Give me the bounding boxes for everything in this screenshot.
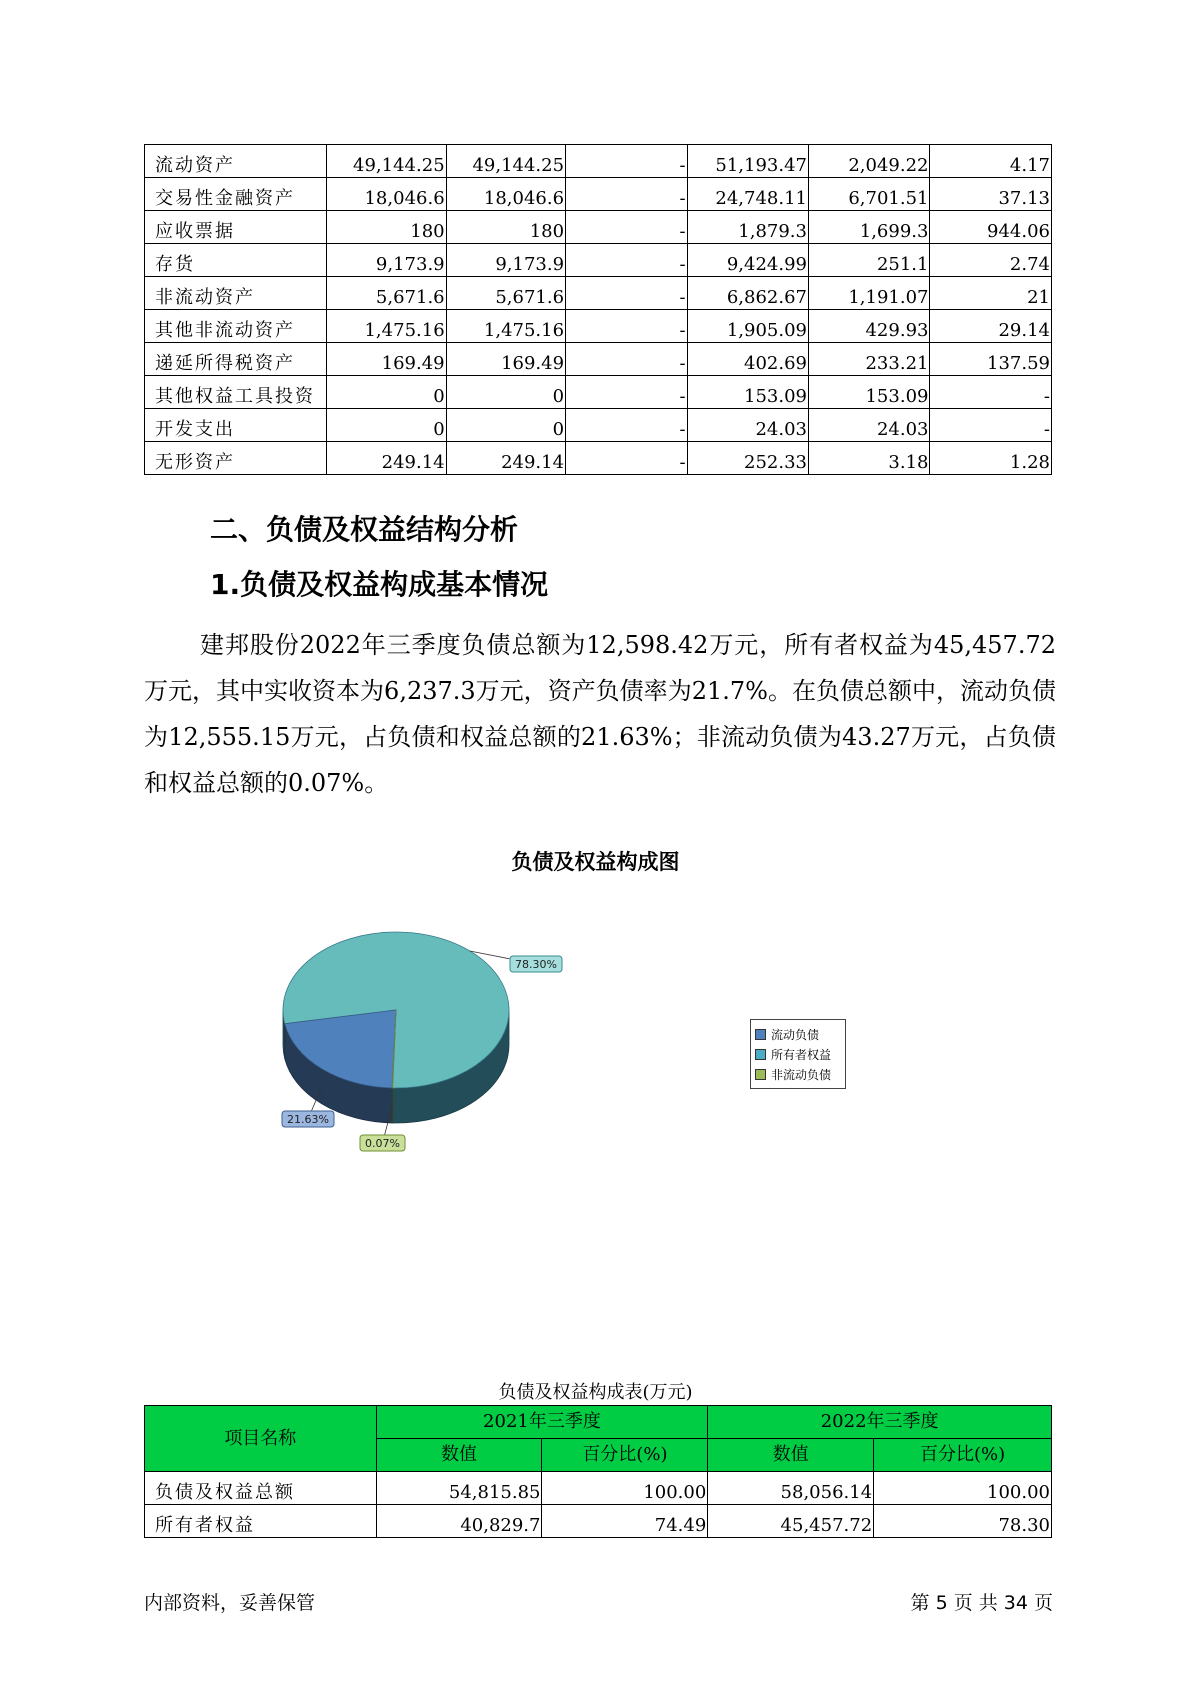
- row-label: 负债及权益总额: [145, 1472, 377, 1505]
- header-percent: 百分比(%): [874, 1439, 1052, 1472]
- data-label: 21.63%: [287, 1113, 329, 1126]
- table-cell: 153.09: [809, 376, 930, 409]
- table-row: [145, 409, 1052, 442]
- table-cell: 1,475.16: [446, 310, 565, 343]
- legend-swatch: [755, 1049, 766, 1060]
- table-row: [145, 211, 1052, 244]
- table-cell: -: [566, 145, 687, 178]
- table-cell: 252.33: [687, 442, 808, 475]
- legend-label: 所有者权益: [771, 1047, 832, 1062]
- table-row: [145, 343, 1052, 376]
- table-cell: 1,475.16: [327, 310, 446, 343]
- page-number: 第 5 页 共 34 页: [910, 1592, 1053, 1614]
- table-caption: 负债及权益构成表(万元): [498, 1382, 693, 1403]
- table-cell: 100.00: [874, 1472, 1052, 1505]
- pie-chart: [250, 910, 590, 1170]
- table-cell: 40,829.7: [376, 1505, 542, 1538]
- section-heading: 二、负债及权益结构分析: [210, 513, 519, 546]
- row-label: 交易性金融资产: [145, 178, 327, 211]
- table-cell: 0: [327, 409, 446, 442]
- row-label: 应收票据: [145, 211, 327, 244]
- table-cell: 1,905.09: [687, 310, 808, 343]
- subsection-heading: 1.负债及权益构成基本情况: [210, 568, 549, 601]
- table-cell: 251.1: [809, 244, 930, 277]
- table-cell: -: [566, 277, 687, 310]
- legend-label: 流动负债: [771, 1027, 820, 1042]
- table-cell: 233.21: [809, 343, 930, 376]
- table-cell: 1.28: [930, 442, 1052, 475]
- table-cell: 29.14: [930, 310, 1052, 343]
- table-cell: 137.59: [930, 343, 1052, 376]
- header-year-2022: 2022年三季度: [708, 1406, 1052, 1439]
- asset-table: [144, 144, 1052, 475]
- table-cell: 49,144.25: [446, 145, 565, 178]
- row-label: 流动资产: [145, 145, 327, 178]
- table-row: [145, 145, 1052, 178]
- table-row: [145, 1472, 1052, 1505]
- table-cell: 6,701.51: [809, 178, 930, 211]
- data-label: 78.30%: [515, 958, 557, 971]
- table-cell: 21: [930, 277, 1052, 310]
- table-cell: 944.06: [930, 211, 1052, 244]
- footer-note: 内部资料，妥善保管: [144, 1592, 316, 1614]
- legend-label: 非流动负债: [771, 1067, 832, 1082]
- table-cell: 0: [327, 376, 446, 409]
- legend-item-equity: [755, 1044, 841, 1064]
- header-value: 数值: [708, 1439, 874, 1472]
- header-year-2021: 2021年三季度: [376, 1406, 708, 1439]
- table-cell: -: [566, 178, 687, 211]
- table-row: [145, 1505, 1052, 1538]
- table-cell: 1,699.3: [809, 211, 930, 244]
- table-cell: 0: [446, 376, 565, 409]
- table-cell: 58,056.14: [708, 1472, 874, 1505]
- table-cell: 180: [446, 211, 565, 244]
- header-value: 数值: [376, 1439, 542, 1472]
- table-cell: 9,424.99: [687, 244, 808, 277]
- table-cell: 249.14: [327, 442, 446, 475]
- table-cell: -: [566, 376, 687, 409]
- table-cell: 24,748.11: [687, 178, 808, 211]
- table-row: [145, 178, 1052, 211]
- table-cell: 9,173.9: [446, 244, 565, 277]
- table-cell: 180: [327, 211, 446, 244]
- table-row: [145, 244, 1052, 277]
- legend-item-noncurrent-liabilities: [755, 1064, 841, 1084]
- table-cell: 24.03: [809, 409, 930, 442]
- row-label: 非流动资产: [145, 277, 327, 310]
- data-label: 0.07%: [365, 1137, 400, 1150]
- header-percent: 百分比(%): [542, 1439, 708, 1472]
- table-cell: 429.93: [809, 310, 930, 343]
- table-cell: 51,193.47: [687, 145, 808, 178]
- table-row: [145, 310, 1052, 343]
- legend-swatch: [755, 1069, 766, 1080]
- table-cell: 2.74: [930, 244, 1052, 277]
- chart-title: 负债及权益构成图: [511, 850, 680, 874]
- row-label: 所有者权益: [145, 1505, 377, 1538]
- table-row: [145, 277, 1052, 310]
- table-cell: 37.13: [930, 178, 1052, 211]
- table-cell: 0: [446, 409, 565, 442]
- table-cell: 153.09: [687, 376, 808, 409]
- table-cell: 45,457.72: [708, 1505, 874, 1538]
- legend-item-current-liabilities: [755, 1024, 841, 1044]
- table-cell: 74.49: [542, 1505, 708, 1538]
- row-label: 递延所得税资产: [145, 343, 327, 376]
- summary-paragraph: 建邦股份2022年三季度负债总额为12,598.42万元，所有者权益为45,457.72万元，其中实收资本为6,237.3万元，资产负债率为21.7%。在负债总额中，流动负债为12,555.15万元，占负债和权益总额的21.63%；非流动负债为43.27万元，占负债和权益总额的0.07%。: [144, 631, 1056, 797]
- chart-legend: [750, 1019, 846, 1089]
- table-cell: -: [566, 310, 687, 343]
- table-cell: 2,049.22: [809, 145, 930, 178]
- table-cell: 6,862.67: [687, 277, 808, 310]
- table-cell: 402.69: [687, 343, 808, 376]
- table-cell: 9,173.9: [327, 244, 446, 277]
- row-label: 存货: [145, 244, 327, 277]
- table-cell: 24.03: [687, 409, 808, 442]
- table-cell: 49,144.25: [327, 145, 446, 178]
- table-cell: 4.17: [930, 145, 1052, 178]
- table-cell: 1,879.3: [687, 211, 808, 244]
- table-cell: 18,046.6: [446, 178, 565, 211]
- table-cell: -: [930, 409, 1052, 442]
- table-cell: 78.30: [874, 1505, 1052, 1538]
- table-cell: 18,046.6: [327, 178, 446, 211]
- row-label: 其他权益工具投资: [145, 376, 327, 409]
- table-cell: 3.18: [809, 442, 930, 475]
- table-cell: -: [930, 376, 1052, 409]
- table-row: [145, 442, 1052, 475]
- row-label: 开发支出: [145, 409, 327, 442]
- table-cell: -: [566, 211, 687, 244]
- table-cell: -: [566, 244, 687, 277]
- header-item: 项目名称: [145, 1406, 377, 1472]
- table-cell: -: [566, 409, 687, 442]
- liability-equity-table: [144, 1405, 1052, 1538]
- table-cell: 169.49: [327, 343, 446, 376]
- table-cell: 54,815.85: [376, 1472, 542, 1505]
- table-cell: 5,671.6: [446, 277, 565, 310]
- table-cell: -: [566, 343, 687, 376]
- table-cell: 1,191.07: [809, 277, 930, 310]
- legend-swatch: [755, 1029, 766, 1040]
- row-label: 其他非流动资产: [145, 310, 327, 343]
- table-cell: 169.49: [446, 343, 565, 376]
- table-cell: 249.14: [446, 442, 565, 475]
- table-cell: -: [566, 442, 687, 475]
- table-cell: 100.00: [542, 1472, 708, 1505]
- table-row: [145, 376, 1052, 409]
- row-label: 无形资产: [145, 442, 327, 475]
- table-cell: 5,671.6: [327, 277, 446, 310]
